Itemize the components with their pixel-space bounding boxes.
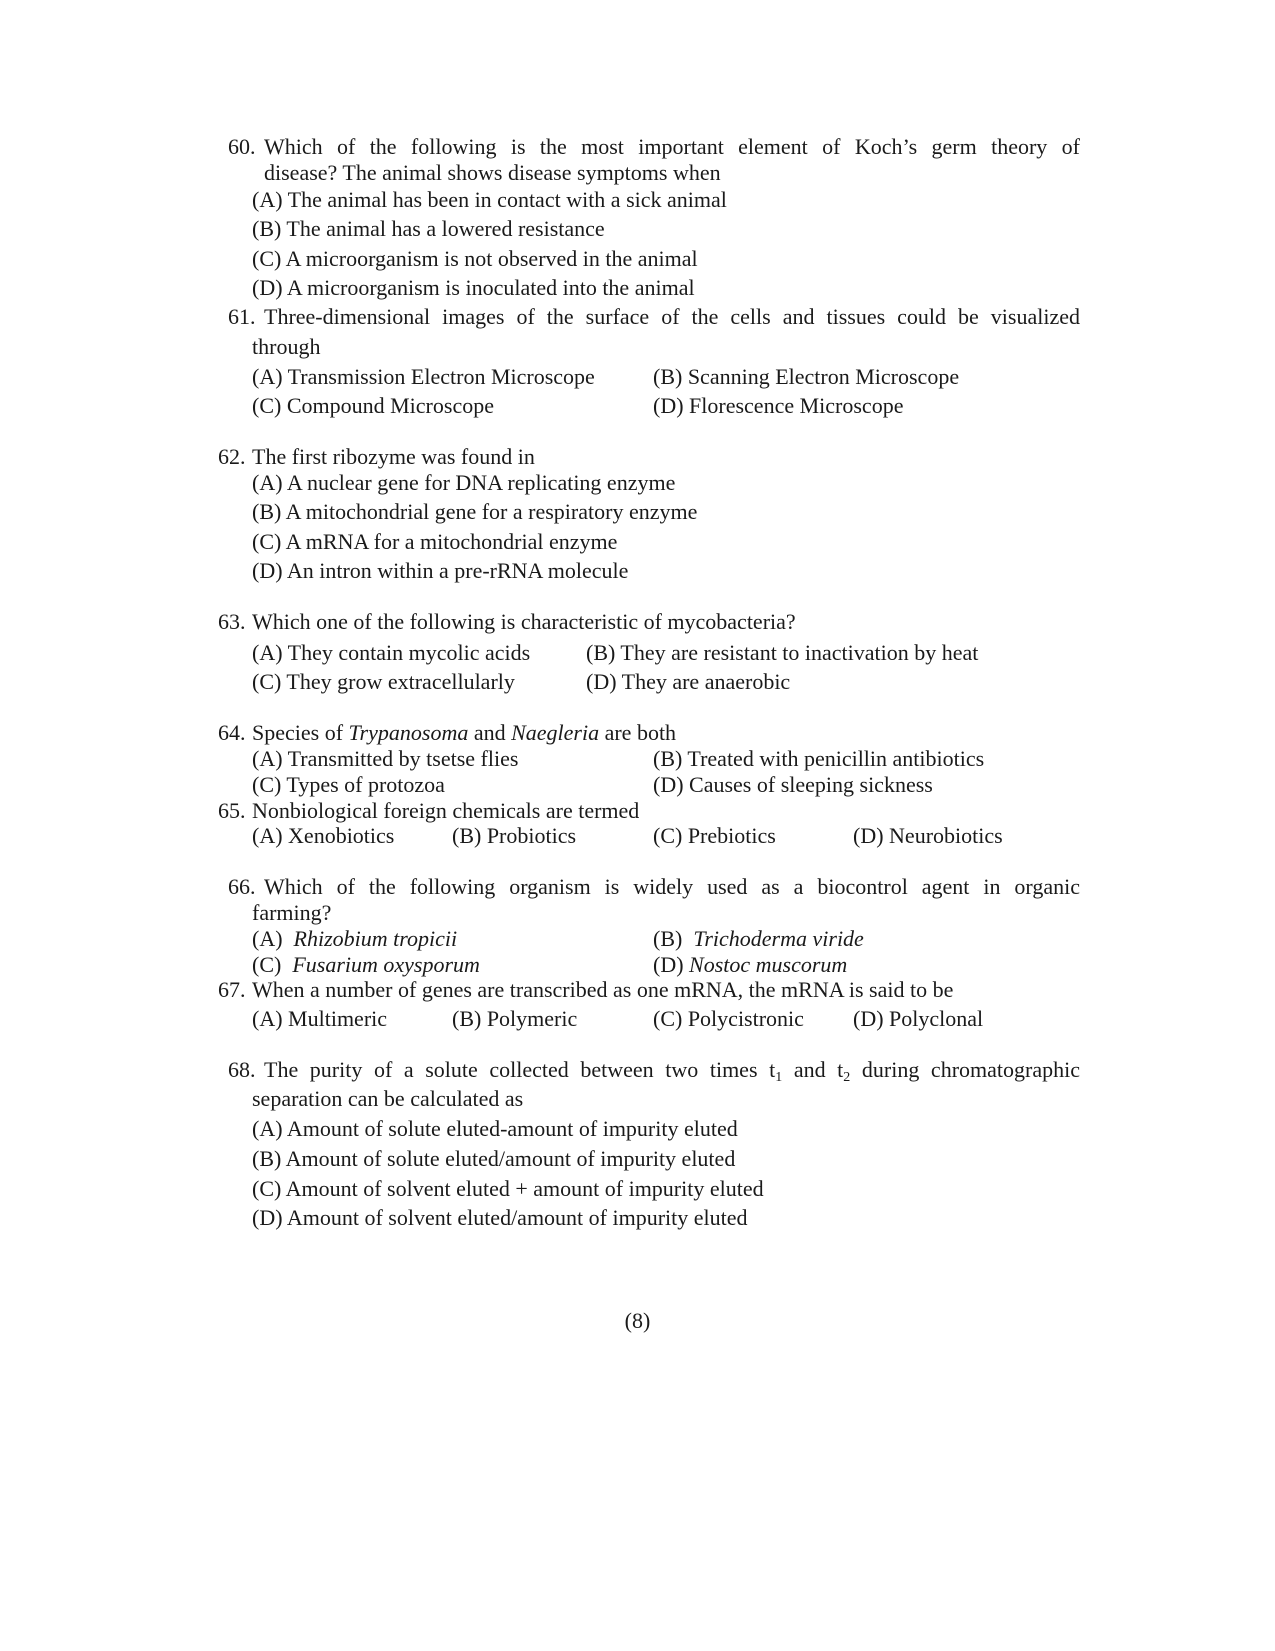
question-stem: Three-dimensional images of the surface of the cells and tissues could be visualized <box>264 304 1080 329</box>
question-number: 66. <box>228 874 256 899</box>
page-number: (8) <box>624 1308 651 1333</box>
question-stem: Which of the following is the most important element of Koch’s germ theory of disease? The animal shows disease symptoms when <box>264 134 1080 185</box>
species-name: Trypanosoma <box>348 720 469 745</box>
option-c: (C) A mRNA for a mitochondrial enzyme <box>252 529 618 554</box>
question-stem-continued: through <box>252 334 321 359</box>
option-b: (B) Scanning Electron Microscope <box>653 364 960 389</box>
question-62-stem: The first ribozyme was found in <box>252 444 535 469</box>
option-b: (B) Treated with penicillin antibiotics <box>653 746 985 771</box>
option-a: (A) They contain mycolic acids <box>252 640 531 665</box>
option-d: (D) An intron within a pre-rRNA molecule <box>252 558 629 583</box>
option-a: (A) Transmitted by tsetse flies <box>252 746 519 771</box>
question-62-number: 62. <box>218 444 246 469</box>
question-65-stem: Nonbiological foreign chemicals are termed <box>252 798 640 823</box>
question-63-number: 63. <box>218 609 246 634</box>
option-d: (D) A microorganism is inoculated into the animal <box>252 275 695 300</box>
option-c: (C) Polycistronic <box>653 1006 804 1031</box>
question-68 <box>228 1057 1080 1083</box>
question-60 <box>228 134 1080 186</box>
option-b: (B) Polymeric <box>452 1006 578 1031</box>
question-66 <box>228 874 1080 900</box>
species-name: Naegleria <box>511 720 600 745</box>
species-name: Fusarium oxysporum <box>292 952 480 977</box>
option-c: (C) Compound Microscope <box>252 393 494 418</box>
option-b: (B) They are resistant to inactivation by heat <box>586 640 979 665</box>
species-name: Trichoderma viride <box>693 926 864 951</box>
question-stem: The purity of a solute collected between two times $t_1$ and $t_2$ during chromatographic <box>264 1057 1080 1085</box>
option-d: (D) Nostoc muscorum <box>653 952 848 977</box>
option-a: (A) A nuclear gene for DNA replicating enzyme <box>252 470 676 495</box>
option-b: (B) Probiotics <box>452 823 577 848</box>
option-d: (D) Causes of sleeping sickness <box>653 772 933 797</box>
option-d: (D) Neurobiotics <box>853 823 1003 848</box>
question-65-number: 65. <box>218 798 246 823</box>
question-number: 60. <box>228 134 256 159</box>
option-a: (A) Xenobiotics <box>252 823 395 848</box>
option-d: (D) They are anaerobic <box>586 669 791 694</box>
question-64-number: 64. <box>218 720 246 745</box>
species-name: Nostoc muscorum <box>689 952 848 977</box>
question-number: 61. <box>228 304 256 329</box>
option-c: (C) They grow extracellularly <box>252 669 515 694</box>
option-c: (C) Types of protozoa <box>252 772 445 797</box>
question-67-stem: When a number of genes are transcribed as one mRNA, the mRNA is said to be <box>252 977 954 1002</box>
option-d: (D) Amount of solvent eluted/amount of impurity eluted <box>252 1205 748 1230</box>
option-c: (C) A microorganism is not observed in the animal <box>252 246 698 271</box>
option-b: (B) Amount of solute eluted/amount of impurity eluted <box>252 1146 736 1171</box>
option-b: (B) The animal has a lowered resistance <box>252 216 605 241</box>
option-c: (C) Fusarium oxysporum <box>252 952 480 977</box>
option-c: (C) Prebiotics <box>653 823 776 848</box>
option-b: (B) A mitochondrial gene for a respiratory enzyme <box>252 499 698 524</box>
question-stem: Which of the following organism is widely used as a biocontrol agent in organic <box>264 874 1080 899</box>
question-61 <box>228 304 1080 330</box>
question-67-number: 67. <box>218 977 246 1002</box>
option-a: (A) Amount of solute eluted-amount of impurity eluted <box>252 1116 738 1141</box>
option-b: (B) Trichoderma viride <box>653 926 864 951</box>
question-stem-continued: separation can be calculated as <box>252 1086 524 1111</box>
option-a: (A) Transmission Electron Microscope <box>252 364 595 389</box>
question-64-stem: Species of Trypanosoma and Naegleria are both <box>252 720 677 745</box>
option-a: (A) Rhizobium tropicii <box>252 926 458 951</box>
question-stem-continued: farming? <box>252 900 332 925</box>
option-a: (A) The animal has been in contact with a sick animal <box>252 187 727 212</box>
option-c: (C) Amount of solvent eluted + amount of impurity eluted <box>252 1176 764 1201</box>
option-a: (A) Multimeric <box>252 1006 388 1031</box>
option-d: (D) Florescence Microscope <box>653 393 904 418</box>
question-number: 68. <box>228 1057 256 1082</box>
species-name: Rhizobium tropicii <box>293 926 458 951</box>
question-63-stem: Which one of the following is characteristic of mycobacteria? <box>252 609 796 634</box>
option-d: (D) Polyclonal <box>853 1006 984 1031</box>
